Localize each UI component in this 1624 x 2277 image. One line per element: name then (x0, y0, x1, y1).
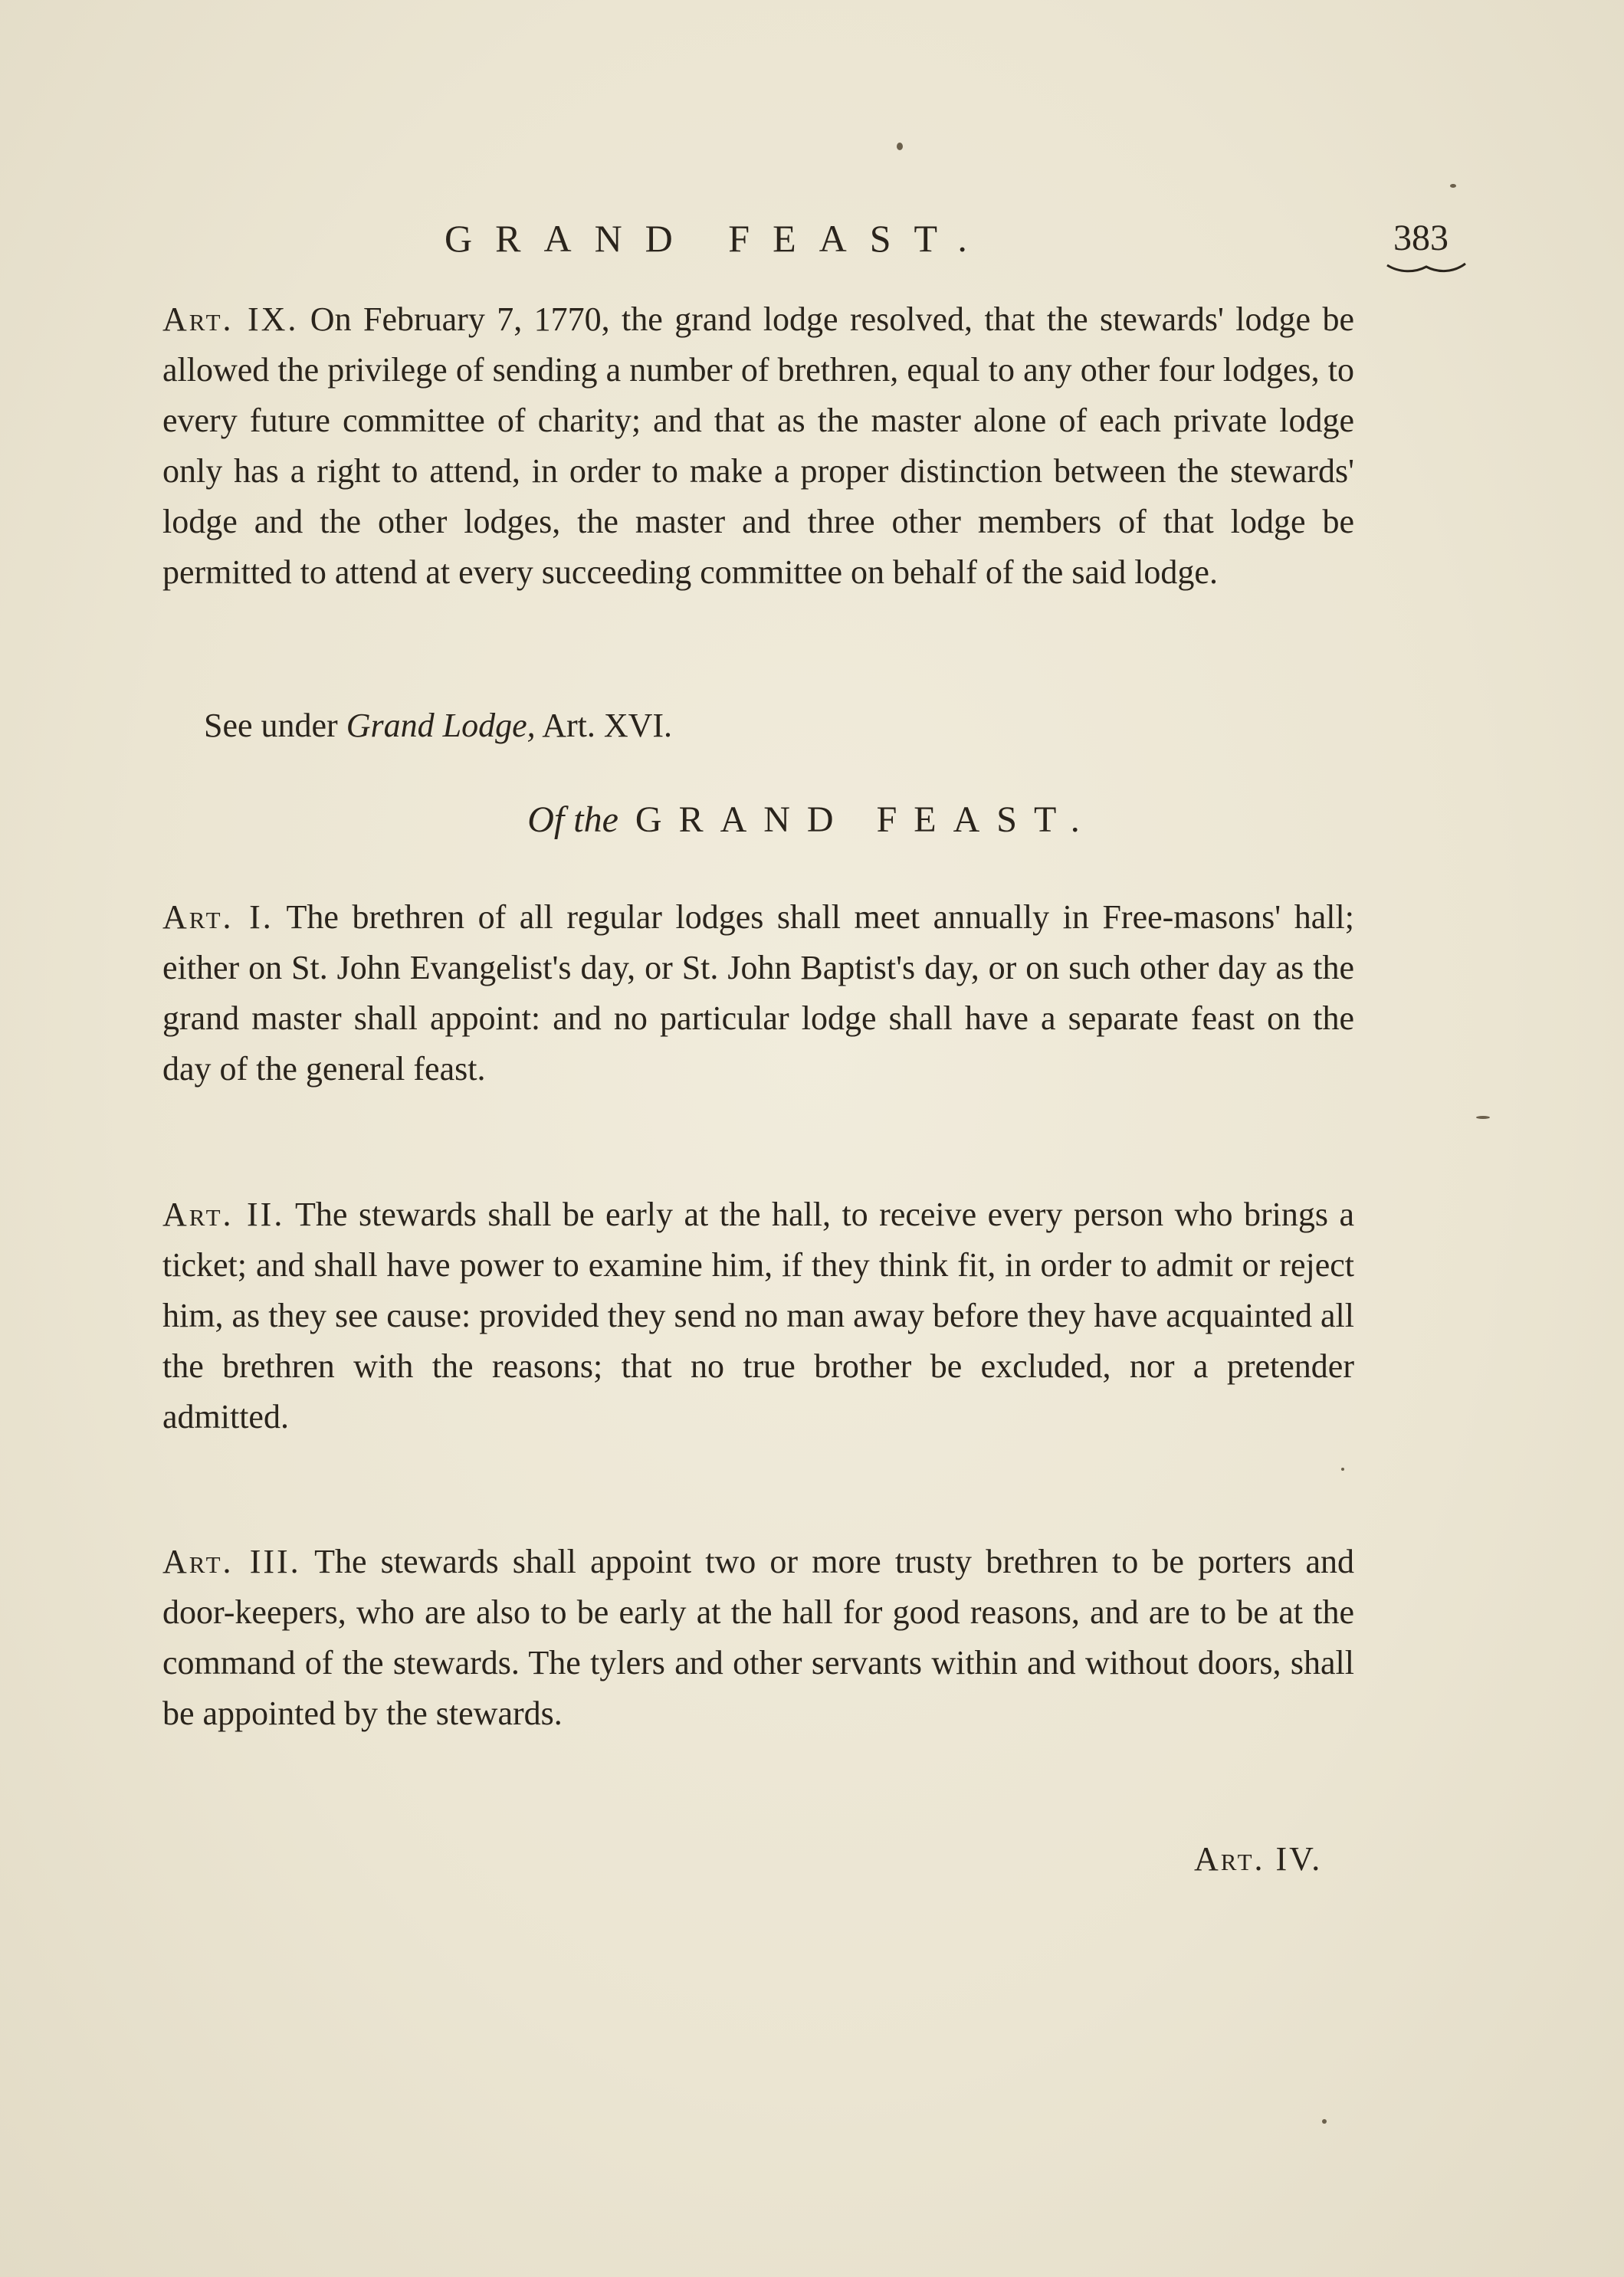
running-title: GRAND FEAST. (445, 217, 990, 260)
article-label: Art. I. (162, 898, 274, 936)
paper-speck (1450, 184, 1456, 188)
paper-speck (897, 143, 903, 150)
paper-speck (1341, 1468, 1344, 1471)
catchword: Art. IV. (1194, 1840, 1323, 1878)
flourish-ornament-icon (1384, 258, 1468, 276)
running-head (0, 212, 1624, 265)
section-heading-prefix: Of the (527, 799, 618, 840)
article-ii-paragraph (162, 1189, 1354, 1442)
section-heading (0, 793, 1624, 847)
article-label: Art. IX. (162, 300, 299, 338)
article-text: The stewards shall be early at the hall, to receive every person who brings a ticket; and shall have power to examine him, if they think fit, in order to admit or reject him, as they see cause: provided they send no man away before they have acquainted all the brethren with the reasons; that no true brother be excluded, nor a pretender admitted. (162, 1196, 1354, 1435)
article-ix-paragraph (162, 294, 1354, 598)
cross-reference-title: Grand Lodge, (346, 707, 536, 744)
paper-speck (1476, 1116, 1490, 1119)
article-label: Art. III. (162, 1543, 301, 1580)
cross-reference (204, 700, 672, 751)
paper-speck (1322, 2119, 1327, 2124)
cross-reference-prefix: See under (204, 707, 338, 744)
article-text: The brethren of all regular lodges shall meet annually in Free-masons' hall; either on St. John Evangelist's day, or St. John Baptist's day, or on such other day as the grand master shall appoint: and no particular lodge shall have a separate feast on the day of the general feast. (162, 898, 1354, 1088)
cross-reference-suffix: Art. XVI. (542, 707, 673, 744)
article-label: Art. II. (162, 1196, 285, 1233)
page-number: 383 (1393, 218, 1448, 258)
article-i-paragraph (162, 892, 1354, 1094)
article-iii-paragraph (162, 1537, 1354, 1739)
article-text: On February 7, 1770, the grand lodge resolved, that the stewards' lodge be allowed the privilege of sending a number of brethren, equal to any other four lodges, to every future committee of charity; and that as the master alone of each private lodge only has a right to attend, in order to make a proper distinction between the stewards' lodge and the other lodges, the master and three other members of that lodge be permitted to attend at every succeeding committee on behalf of the said lodge. (162, 300, 1354, 591)
article-text: The stewards shall appoint two or more trusty brethren to be porters and door-keepers, who are also to be early at the hall for good reasons, and are to be at the command of the stewards. The tylers and other servants within and without doors, shall be appointed by the stewards. (162, 1543, 1354, 1732)
section-heading-title: GRAND FEAST. (635, 799, 1097, 840)
